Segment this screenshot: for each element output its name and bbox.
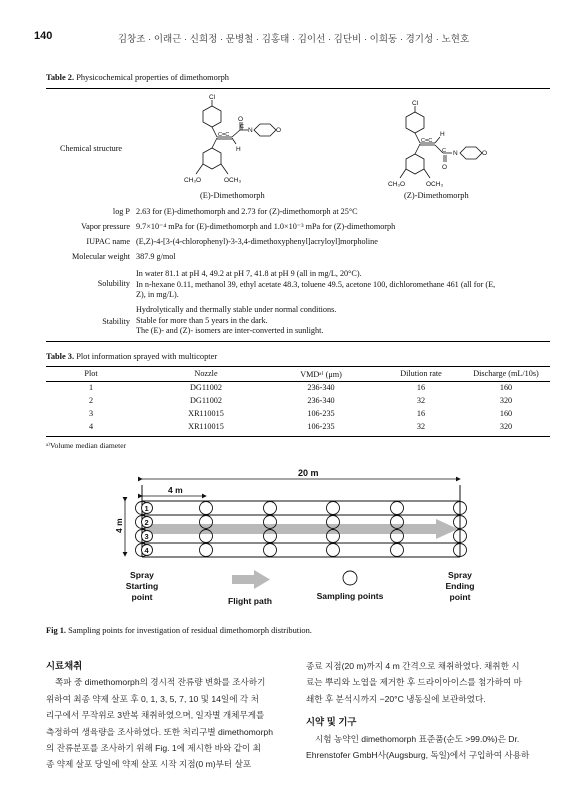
page-number: 140 — [34, 30, 53, 42]
table2-value-iupac: (E,Z)-4-[3-(4-chlorophenyl)-3-3,4-dimethoxyphenyl]acryloyl]morpholine — [136, 237, 378, 246]
table-row — [46, 422, 550, 434]
legend-start-line3: point — [131, 592, 153, 602]
table-row — [46, 396, 550, 408]
dim-interval-label: 4 m — [168, 485, 183, 495]
table-cell: XR110015 — [188, 422, 224, 431]
table2-value-solubility-3: Z), in mg/L). — [136, 290, 179, 300]
e-name-label: (E)-Dimethomorph — [200, 191, 265, 200]
running-header — [34, 30, 553, 46]
legend-end-line2: Ending — [445, 581, 475, 591]
table3-header-nozzle: Nozzle — [194, 369, 218, 378]
z-o2-label: O — [482, 150, 488, 157]
table3-header-discharge: Discharge (mL/10s) — [473, 369, 539, 378]
table-cell: 4 — [88, 422, 94, 431]
table-cell: 160 — [499, 409, 513, 418]
e-ome1-label: CH₃O — [184, 177, 202, 184]
table-cell: 320 — [499, 396, 513, 405]
e-cl-label: Cl — [209, 94, 216, 101]
table2-label-logp: log P — [112, 207, 130, 216]
body-line: 위하여 최종 약제 살포 후 0, 1, 3, 5, 7, 10 및 14일에 각 처 — [46, 693, 259, 704]
table-row — [46, 383, 550, 395]
table2-value-logp: 2.63 for (E)-dimethomorph and 2.73 for (Z)-dimethomorph at 25°C — [136, 207, 358, 216]
z-cc-label: C=C — [421, 138, 433, 144]
plot-label-3: 3 — [144, 532, 149, 541]
e-o1-label: O — [238, 116, 244, 123]
legend-end-line1: Spray — [448, 570, 472, 580]
body-line: 리구에서 무작위로 3반복 채취하였으며, 일자별 개체무게를 — [46, 710, 265, 721]
legend-path-arrow — [232, 575, 254, 584]
legend-path-label: Flight path — [228, 596, 272, 606]
legend-start-line2: Starting — [125, 581, 159, 591]
e-dimethomorph-structure — [160, 92, 310, 202]
table-cell: DG11002 — [190, 383, 222, 392]
table2-value-mw: 387.9 g/mol — [136, 252, 176, 261]
table-cell: 3 — [88, 409, 94, 418]
table2-value-solubility-2: In n-hexane 0.11, methanol 39, ethyl acetate 48.3, toluene 49.5, acetone 100, dichloromethane 461 (all for (E, — [136, 279, 496, 289]
table2-label-structure: Chemical structure — [60, 144, 123, 153]
table2-value-stability-3: The (E)- and (Z)- isomers are inter-converted in sunlight. — [136, 326, 324, 336]
figure1-caption: Fig 1. Sampling points for investigation of residual dimethomorph distribution. — [46, 626, 312, 635]
z-ome2-label: OCH₃ — [426, 181, 444, 188]
table-cell: 106-235 — [307, 422, 335, 431]
table-cell: 32 — [416, 422, 426, 431]
table2-caption: Table 2. Physicochemical properties of dimethomorph — [46, 73, 229, 82]
table2-value-stability-1: Hydrolytically and thermally stable under normal conditions. — [136, 305, 337, 314]
e-o2-label: O — [276, 127, 282, 134]
dim-width-label: 4 m — [114, 518, 124, 533]
table-cell: XR110015 — [188, 409, 224, 418]
table-cell: 106-235 — [307, 409, 335, 418]
table-cell: 160 — [499, 383, 513, 392]
table3-header-vmd: VMDᵃ⁾ (μm) — [300, 370, 342, 379]
table-cell: 320 — [499, 422, 513, 431]
table-cell: 32 — [416, 396, 426, 405]
table-cell: 16 — [416, 383, 426, 392]
legend-end-line3: point — [449, 592, 471, 602]
plot-label-1: 1 — [144, 504, 149, 513]
e-n-label: N — [248, 127, 253, 134]
plot-label-2: 2 — [144, 518, 149, 527]
table3-header-plot: Plot — [84, 369, 98, 378]
section-heading-reagents: 시약 및 기구 — [306, 716, 357, 728]
body-line: 종료 지점(20 m)까지 4 m 간격으로 채취하였다. 채취한 시 — [306, 661, 520, 671]
body-line: 측정하여 생육량을 조사하였다. 또한 처리구별 dimethomorph — [46, 726, 273, 737]
e-c-label: C — [240, 124, 245, 130]
table2-label-mw: Molecular weight — [72, 252, 130, 261]
table3-header-rule — [46, 381, 550, 382]
body-line: Ehrenstofer GmbH사(Augsburg, 독일)에서 구입하여 사용하 — [306, 750, 530, 761]
table3-header-row — [46, 369, 550, 381]
author-list: 김창조 · 이래근 · 신희정 · 문병철 · 김홍태 · 김이선 · 김단비 · 이희동 · 경기성 · 노현호 — [117, 34, 470, 45]
e-h-label: H — [236, 146, 241, 153]
z-n-label: N — [453, 150, 458, 157]
table2-label-vapor: Vapor pressure — [81, 222, 130, 231]
legend-sampling-label: Sampling points — [316, 591, 384, 601]
z-ome1-label: CH₃O — [388, 181, 406, 188]
z-dimethomorph-structure — [370, 92, 530, 202]
table2-label-iupac: IUPAC name — [86, 237, 130, 246]
table2-label-stability: Stability — [102, 317, 130, 326]
table-row — [46, 409, 550, 421]
e-ome2-label: OCH₃ — [224, 177, 242, 184]
table3-top-rule — [46, 366, 550, 367]
table-cell: DG11002 — [190, 396, 222, 405]
table2-value-stability-2: Stable for more than 5 years in the dark. — [136, 315, 268, 325]
table-cell: 2 — [88, 396, 94, 405]
e-cc-label: C=C — [218, 132, 230, 138]
table-cell: 236-340 — [307, 383, 335, 392]
right-column — [306, 658, 550, 763]
table2-label-solubility: Solubility — [97, 279, 130, 288]
body-line: 쇄한 후 분석시까지 −20°C 냉동실에 보관하였다. — [306, 693, 486, 704]
table2-top-rule — [46, 88, 550, 89]
table3-caption: Table 3. Plot information sprayed with multicopter — [46, 352, 218, 361]
body-line: 종 약제 살포 당일에 약제 살포 시작 지점(0 m)부터 살포 — [46, 759, 252, 770]
table2-value-solubility-1: In water 81.1 at pH 4, 49.2 at pH 7, 41.8 at pH 9 (all in mg/L, 20°C). — [136, 269, 362, 278]
body-line: 시험 농약인 dimethomorph 표준품(순도 >99.0%)은 Dr. — [315, 733, 520, 744]
z-h-label: H — [440, 131, 445, 138]
table2-bottom-rule — [46, 341, 550, 342]
body-line: 쪽파 중 dimethomorph의 경시적 잔류량 변화를 조사하기 — [55, 677, 266, 688]
table-cell: 16 — [416, 409, 426, 418]
table-cell: 1 — [88, 383, 94, 392]
sampling-figure — [80, 465, 510, 615]
z-cl-label: Cl — [412, 100, 419, 107]
body-line: 료는 뿌리와 노엽을 제거한 후 드라이아이스를 첨가하여 마 — [306, 677, 522, 688]
table3-footnote: ᵃ⁾Volume median diameter — [46, 441, 127, 450]
z-o1-label: O — [442, 164, 448, 171]
section-heading-sampling: 시료채취 — [46, 660, 83, 671]
legend-sampling-circle — [343, 571, 357, 585]
left-column — [46, 658, 290, 773]
table3-header-dilution: Dilution rate — [400, 369, 442, 378]
table-cell: 236-340 — [307, 396, 335, 405]
z-name-label: (Z)-Dimethomorph — [404, 191, 469, 200]
body-line: 의 잔류분포를 조사하기 위해 Fig. 1에 제시한 바와 같이 최 — [46, 743, 261, 754]
legend-start-line1: Spray — [130, 570, 154, 580]
dim-total-label: 20 m — [298, 468, 319, 478]
table3-bottom-rule — [46, 436, 550, 437]
table2-value-vapor: 9.7×10⁻⁴ mPa for (E)-dimethomorph and 1.0×10⁻³ mPa for (Z)-dimethomorph — [136, 222, 396, 231]
z-c-label: C — [442, 148, 447, 154]
plot-label-4: 4 — [144, 546, 149, 555]
